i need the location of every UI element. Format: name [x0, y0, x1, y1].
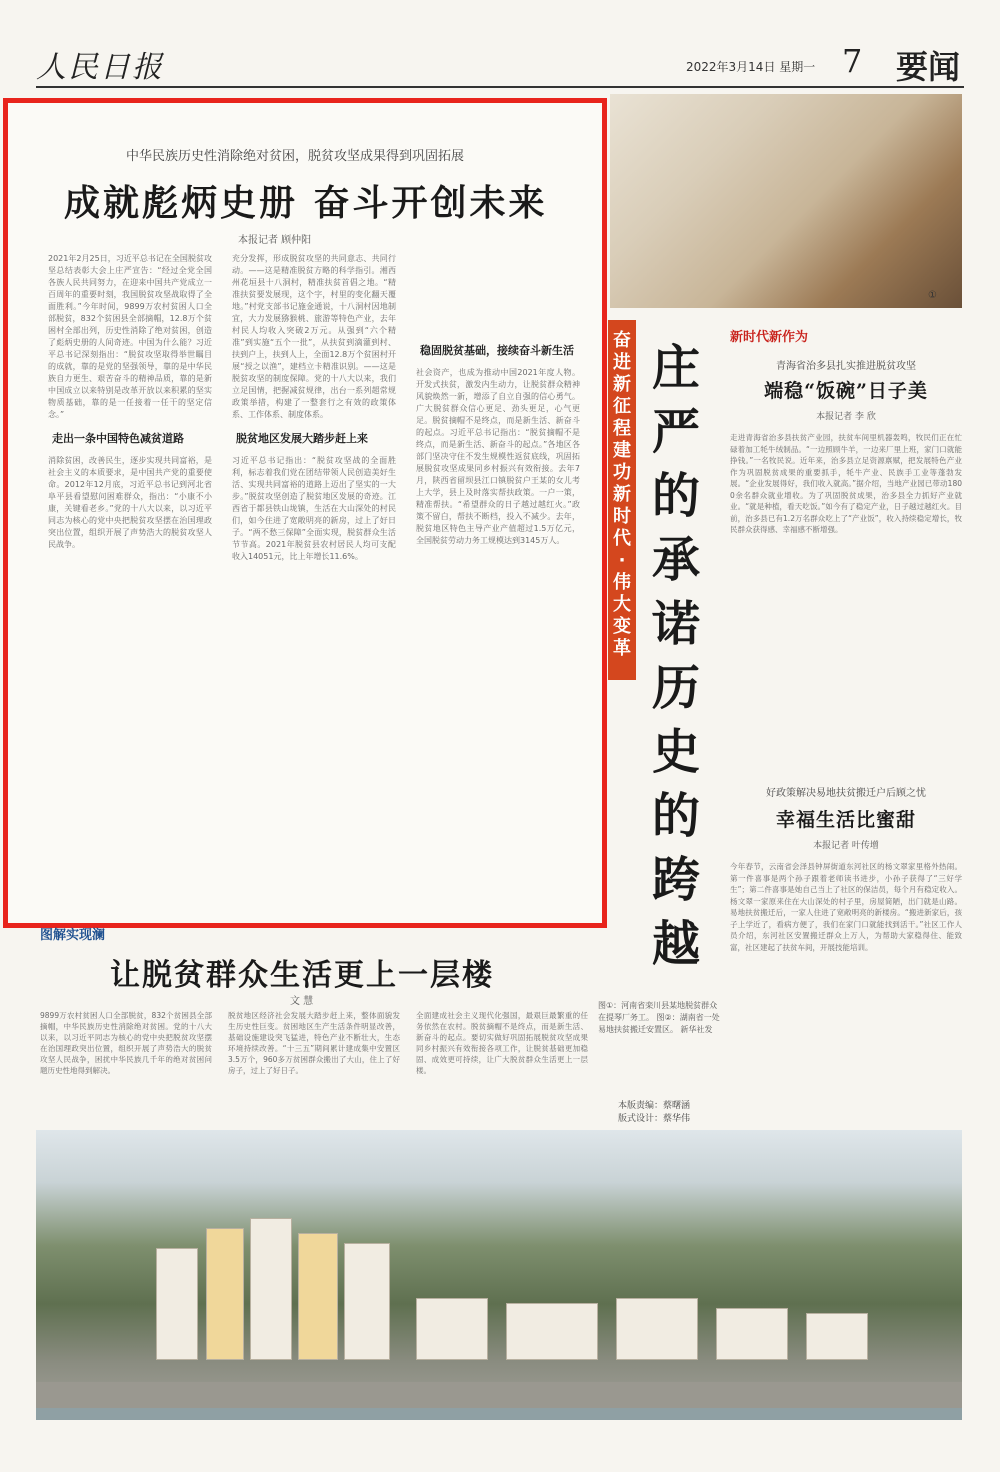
lead-subhead-1: 走出一条中国特色减贫道路 — [52, 432, 184, 445]
vertical-series-text: 奋进新征程 建功新时代·伟大变革 — [613, 330, 631, 659]
vertical-series-band — [608, 320, 636, 680]
right-article-1 — [730, 326, 962, 756]
right-article-2-kicker: 好政策解决易地扶贫搬迁户后顾之忧 — [766, 788, 926, 799]
right-article-1-kicker: 青海省治多县扎实推进脱贫攻坚 — [776, 361, 916, 372]
section2-headline: 让脱贫群众生活更上一层楼 — [110, 958, 494, 993]
lead-byline: 本报记者 顾仲阳 — [238, 235, 312, 246]
right-article-2-headline: 幸福生活比蜜甜 — [775, 809, 916, 831]
photo-building — [416, 1298, 488, 1360]
highlighted-lead-article — [3, 98, 607, 928]
photo-building — [506, 1303, 598, 1360]
section2-byline: 文 慧 — [290, 996, 314, 1007]
vertical-headline: 庄严的承诺 历史的跨越 — [651, 340, 700, 972]
right-article-1-text: 走进青海省治多县扶贫产业园，扶贫车间里机器轰鸣，牧民们正在忙碌着加工牦牛绒制品。“一边照顾牛羊，一边来厂里上班，家门口就能挣钱。”一名牧民说。近年来，治多县立足资源禀赋，把发展特色产业作为巩固脱贫成果的重要抓手，牦牛产业、民族手工业等蓬勃发展。“企业发展得好，我们收入就高。”据介绍，当地产业园已带动1800余名群众就业增收。为了巩固脱贫成果，治多县全力抓好产业就业。“就是种植，看天吃饭。”如今有了稳定产业，日子越过越红火。目前，治多县已有1.2万名群众吃上了“产业饭”，收入持续稳定增长，牧民群众获得感、幸福感不断增强。 — [730, 433, 962, 534]
right-article-2 — [730, 784, 962, 1104]
right-article-1-byline: 本报记者 李 欣 — [816, 412, 876, 422]
lead-column-2-text: 充分发挥，形成脱贫攻坚的共同意志、共同行动。——这是精准脱贫方略的科学指引。湘西州花垣县十八洞村，精准扶贫首倡之地。“精准扶贫要发展现，这个字，村里的变化翻天覆地。”村党支部书记施金通说，十八洞村因地制宜，大力发展猕猴桃、旅游等特色产业，去年村民人均收入突破2万元。从强到“六个精准”到实施“五个一批”，从扶贫到滴灌到村、扶到户上，扶到人上，全面12.8万个贫困村开展“授之以渔”，建档立卡精准识别。——这是脱贫攻坚的制度保障。党的十八大以来，我们立足国情，把握减贫规律，出台一系列超常规政策举措，构建了一整套行之有效的政策体系、工作体系、制度体系。 — [232, 254, 396, 419]
section2-body — [40, 1010, 590, 1120]
lead-column-1 — [48, 253, 212, 913]
newspaper-logo: 人民日报 — [36, 50, 164, 85]
section2-column-3-text: 全面建成社会主义现代化强国，最艰巨最繁重的任务依然在农村。脱贫摘帽不是终点，而是新生活、新奋斗的起点。要切实做好巩固拓展脱贫攻坚成果同乡村振兴有效衔接各项工作，让脱贫基础更加稳固、成效更可持续，让广大脱贫群众生活更上一层楼。 — [416, 1011, 588, 1075]
section2-column-2-text: 脱贫地区经济社会发展大踏步赶上来，整体面貌发生历史性巨变。贫困地区生产生活条件明显改善，基础设施建设突飞猛进，特色产业不断壮大，生态环境持续改善。“十三五”期间累计建成集中安置区3.5万个，960多万贫困群众搬出了大山，住上了好房子，过上了好日子。 — [228, 1011, 400, 1075]
lead-column-1-text-2: 消除贫困，改善民生，逐步实现共同富裕，是社会主义的本质要求，是中国共产党的重要使命。2012年12月底，习近平总书记到河北省阜平县看望慰问困难群众，指出：“小康不小康，关键看老乡。”党的十八大以来，以习近平同志为核心的党中央把脱贫攻坚摆在治国理政突出位置，组织开展了声势浩大的脱贫攻坚人民战争。 — [48, 456, 212, 549]
photo-building — [806, 1313, 868, 1360]
photo-building — [298, 1233, 338, 1360]
lead-headline: 成就彪炳史册 奋斗开创未来 — [64, 182, 548, 224]
editor-credits: 本版责编：蔡曙涵 版式设计：蔡华伟 — [618, 1101, 691, 1124]
lead-column-2-text-2: 习近平总书记指出：“脱贫攻坚战的全面胜利，标志着我们党在团结带领人民创造美好生活、实现共同富裕的道路上迈出了坚实的一大步。”脱贫攻坚创造了脱贫地区发展的奇迹。江西省于都县铁山垅镇，生活在大山深处的村民们，如今住进了宽敞明亮的新房，过上了好日子。“两不愁三保障”全面实现，脱贫群众生活节节高。2021年脱贫县农村居民人均可支配收入14051元，比上年增长11.6%。 — [232, 456, 396, 561]
right-article-1-headline: 端稳“饭碗”日子美 — [764, 380, 928, 402]
photo-number: ① — [928, 290, 937, 301]
right-article-2-byline: 本报记者 叶传增 — [813, 841, 879, 851]
bottom-photo-town — [36, 1130, 962, 1420]
photo-river — [36, 1408, 962, 1420]
publication-date: 2022年3月14日 星期一 — [686, 60, 816, 74]
photo-building — [156, 1248, 198, 1360]
section2-column-1-text: 9899万农村贫困人口全部脱贫，832个贫困县全部摘帽，中华民族历史性消除绝对贫困。党的十八大以来，以习近平同志为核心的党中央把脱贫攻坚摆在治国理政突出位置，组织开展了声势浩大的脱贫攻坚人民战争，困扰中华民族几千年的绝对贫困问题历史性地得到解决。 — [40, 1011, 212, 1075]
lead-column-3 — [416, 253, 580, 913]
lead-body — [48, 253, 588, 913]
photo-caption: 图①：河南省栾川县某地脱贫群众在提琴厂务工。 图②：湖南省一处易地扶贫搬迁安置区。 新华社发 — [598, 1001, 720, 1034]
lead-column-2 — [232, 253, 396, 913]
section2-column-3 — [416, 1010, 588, 1120]
lead-subhead-3: 稳固脱贫基础，接续奋斗新生活 — [420, 344, 574, 357]
top-photo — [610, 94, 962, 308]
section2-column-2 — [228, 1010, 400, 1120]
masthead — [36, 40, 964, 88]
lead-column-3-text: 社会资产，也成为推动中国2021年度人物。开发式扶贫，激发内生动力，让脱贫群众精神风貌焕然一新，增添了自立自强的信心勇气。广大脱贫群众信心更足、劲头更足，心气更足。脱贫摘帽不是终点，而是新生活、新奋斗的起点。习近平总书记指出：“脱贫摘帽不是终点，而是新生活、新奋斗的起点。”各地区各部门坚决守住不发生规模性返贫底线，巩固拓展脱贫攻坚成果同乡村振兴有效衔接。去年7月，陕西省留坝县江口镇脱贫户王某的女儿考上大学，县上及时落实帮扶政策。一户一策，精准帮扶。“希望群众的日子越过越红火。”政策不留白，帮扶不断档，投入不减少。去年，脱贫地区特色主导产业产值超过1.5万亿元，全国脱贫劳动力务工规模达到3145万人。 — [416, 368, 580, 545]
photo-building — [716, 1308, 788, 1360]
photo-building — [206, 1228, 244, 1360]
photo-building — [616, 1298, 698, 1360]
lead-subhead-2: 脱贫地区发展大踏步赶上来 — [236, 432, 368, 445]
section-name: 要闻 — [896, 48, 961, 86]
lead-column-1-text: 2021年2月25日，习近平总书记在全国脱贫攻坚总结表彰大会上庄严宣告：“经过全党全国各族人民共同努力，在迎来中国共产党成立一百周年的重要时刻，我国脱贫攻坚战取得了全面胜利。”今年时间，9899万农村贫困人口全部脱贫，832个贫困县全部摘帽，12.8万个贫困村全部出列，历史性消除了绝对贫困，创造了彪炳史册的人间奇迹。中国为什么能？习近平总书记深刻指出：“脱贫攻坚取得举世瞩目的成就，靠的是党的坚强领导，靠的是中华民族自力更生、艰苦奋斗的精神品质，靠的是新中国成立以来特别是改革开放以来积累的坚实物质基础，靠的是一任接着一任干的坚定信念。” — [48, 254, 212, 419]
photo-building — [344, 1243, 390, 1360]
photo-building — [250, 1218, 292, 1360]
lead-kicker: 中华民族历史性消除绝对贫困，脱贫攻坚成果得到巩固拓展 — [126, 149, 465, 164]
photo-road — [36, 1382, 962, 1410]
right-article-1-tag: 新时代新作为 — [730, 330, 809, 345]
right-article-2-text: 今年春节，云南省会泽县钟屏街道东河社区的杨文翠家里格外热闹。第一件喜事是两个孙子跟着老师读书进步，小孙子获得了“三好学生”；第二件喜事是她自己当上了社区的保洁员，每个月有稳定收入。杨文翠一家原来住在大山深处的村子里，房屋简陋，出门就是山路。易地扶贫搬迁后，一家人住进了宽敞明亮的新楼房。“搬进新家后，孩子上学近了，看病方便了，我们在家门口就能找到活干。”社区工作人员介绍，东河社区安置搬迁群众上万人，为帮助大家稳得住、能致富，社区建起了扶贫车间，开展技能培训。 — [730, 862, 962, 952]
section2-column-1 — [40, 1010, 212, 1120]
section2-tag: 图解实现澜 — [40, 928, 106, 943]
page-number: 7 — [842, 42, 863, 80]
